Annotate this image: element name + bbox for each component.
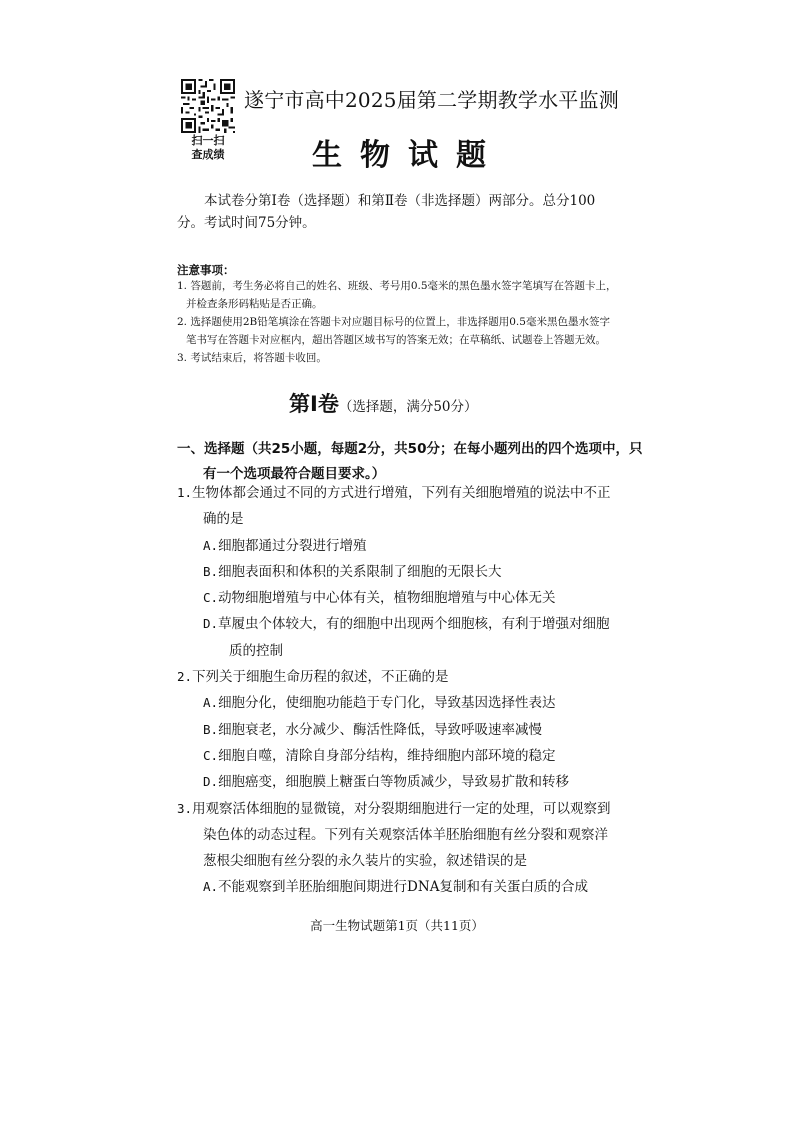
option-label: C. <box>203 747 219 763</box>
option-label: B. <box>203 721 219 737</box>
option-label: C. <box>203 590 219 606</box>
option-text: 细胞分化，使细胞功能趋于专门化，导致基因选择性表达 <box>218 695 556 712</box>
question-option <box>177 611 617 664</box>
option-text: 动物细胞增殖与中心体有关，植物细胞增殖与中心体无关 <box>218 590 556 607</box>
exam-intro: 本试卷分第Ⅰ卷（选择题）和第Ⅱ卷（非选择题）两部分。总分100分。考试时间75分钟。 <box>177 193 596 231</box>
question-number: 3. <box>177 800 193 816</box>
option-label: A. <box>203 537 219 553</box>
notes-heading: 注意事项： <box>177 263 235 277</box>
question-option <box>177 769 617 795</box>
option-text: 细胞都通过分裂进行增殖 <box>218 537 367 554</box>
question-option <box>177 690 617 716</box>
option-text: 细胞自噬，清除自身部分结构，维持细胞内部环境的稳定 <box>218 747 556 764</box>
subject-title: 生物试题 <box>312 138 504 173</box>
qr-code-icon <box>181 79 235 133</box>
question-text: 生物体都会通过不同的方式进行增殖，下列有关细胞增殖的说法中不正确的是 <box>192 485 611 528</box>
qr-caption-line: 扫一扫 <box>191 134 225 147</box>
option-text: 草履虫个体较大，有的细胞中出现两个细胞核，有利于增强对细胞质的控制 <box>218 616 610 659</box>
qr-caption <box>178 134 238 162</box>
page-footer: 高一生物试题第1页（共11页） <box>310 918 484 933</box>
note-item: 2. 选择题使用2B铅笔填涂在答题卡对应题目标号的位置上，非选择题用0.5毫米黑色墨水签字笔书写在答题卡对应框内，超出答题区域书写的答案无效；在草稿纸、试题卷上答题无效。 <box>177 316 610 346</box>
option-text: 细胞表面积和体积的关系限制了细胞的无限长大 <box>218 563 502 580</box>
volume-title <box>289 388 478 418</box>
question-stem <box>177 796 617 875</box>
question-text: 用观察活体细胞的显微镜，对分裂期细胞进行一定的处理，可以观察到染色体的动态过程。下列有关观察活体羊胚胎细胞有丝分裂和观察洋葱根尖细胞有丝分裂的永久装片的实验，叙述错误的是 <box>192 800 611 870</box>
option-label: D. <box>203 616 219 632</box>
question-list <box>177 480 617 901</box>
option-text: 细胞癌变，细胞膜上糖蛋白等物质减少，导致易扩散和转移 <box>218 774 570 791</box>
note-item: 3. 考试结束后，将答题卡收回。 <box>177 352 327 364</box>
question-option <box>177 585 617 611</box>
option-label: A. <box>203 695 219 711</box>
volume-title-main: 第Ⅰ卷 <box>289 392 339 416</box>
option-label: D. <box>203 774 219 790</box>
section-heading: 一、选择题（共25小题，每题2分，共50分；在每小题列出的四个选项中，只有一个选项最符合题目要求。） <box>177 441 643 482</box>
option-label: A. <box>203 879 219 895</box>
notes-list <box>177 277 617 367</box>
question-option <box>177 559 617 585</box>
question-option <box>177 533 617 559</box>
exam-header-title: 遂宁市高中2025届第二学期教学水平监测 <box>244 88 619 112</box>
volume-title-sub: （选择题，满分50分） <box>338 399 478 415</box>
note-item: 1. 答题前，考生务必将自己的姓名、班级、考号用0.5毫米的黑色墨水签字笔填写在答题卡上，并检查条形码粘贴是否正确。 <box>177 280 617 310</box>
question-text: 下列关于细胞生命历程的叙述，不正确的是 <box>192 669 449 686</box>
qr-caption-line: 查成绩 <box>191 148 225 161</box>
question-number: 2. <box>177 669 193 685</box>
question-option <box>177 874 617 900</box>
question-option <box>177 743 617 769</box>
question-stem <box>177 664 617 690</box>
question-stem <box>177 480 617 533</box>
option-text: 不能观察到羊胚胎细胞间期进行DNA复制和有关蛋白质的合成 <box>218 879 588 896</box>
question-option <box>177 717 617 743</box>
option-text: 细胞衰老，水分减少、酶活性降低，导致呼吸速率减慢 <box>218 721 543 738</box>
question-number: 1. <box>177 485 193 500</box>
option-label: B. <box>203 563 219 579</box>
